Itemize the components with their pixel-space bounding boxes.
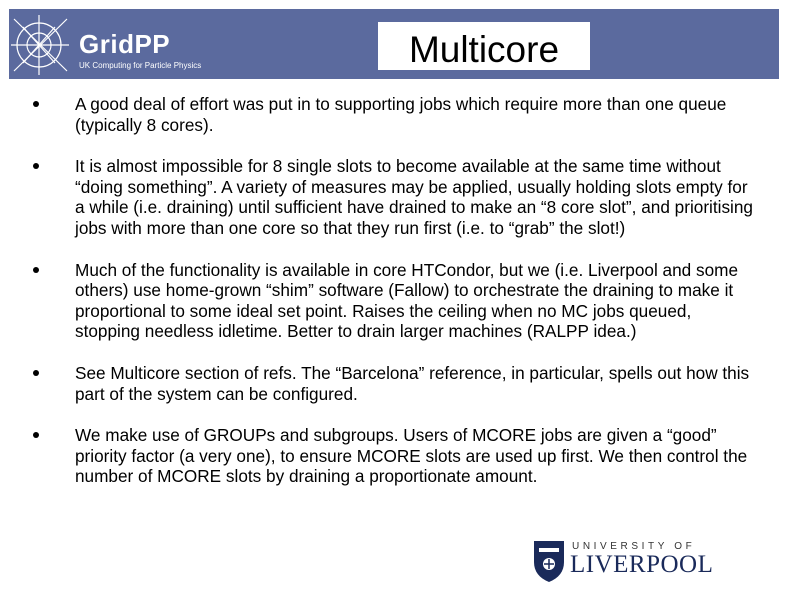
page-title: Multicore [408,29,560,70]
bullet-text: Much of the functionality is available in core HTCondor, but we (i.e. Liverpool and some others) use home-grown “shim” software (Fallow) to orchestrate the draining to make it proportional to some ideal set point. Raises the ceiling when no MC jobs queued, stopping needless idletime. Better to drain larger machines (RALPP idea.) [75,259,739,342]
bullet-item [30,363,760,404]
bullet-item [30,156,760,238]
university-of-label: UNIVERSITY OF [572,541,696,552]
bullet-text: A good deal of effort was put in to supporting jobs which require more than one queue (typically 8 cores). [75,94,727,135]
bullet-item [30,260,760,342]
bullet-dot-icon [33,101,39,107]
bullet-item [30,425,760,487]
bullet-dot-icon [33,370,39,376]
bullet-item [30,94,760,135]
bullet-list [30,94,760,508]
bullet-text: It is almost impossible for 8 single slots to become available at the same time without “doing something”. A variety of measures may be applied, usually holding slots empty for a while (i.e. draining) until sufficient have drained to make an “8 core slot”, and prioritising jobs with more than one core so that they run first (i.e. to “grab” the slot!) [75,156,753,238]
gridpp-logo-name: GridPP [79,29,171,59]
bullet-dot-icon [33,432,39,438]
bullet-dot-icon [33,267,39,273]
bullet-text: We make use of GROUPs and subgroups. Users of MCORE jobs are given a “good” priority factor (a very one), to ensure MCORE slots are used up first. We then control the number of MCORE slots by draining a proportionate amount. [75,425,748,487]
liverpool-label: LIVERPOOL [570,551,714,578]
gridpp-logo-tagline: UK Computing for Particle Physics [79,61,202,70]
bullet-text: See Multicore section of refs. The “Barcelona” reference, in particular, spells out how this part of the system can be configured. [75,362,750,404]
bullet-dot-icon [33,163,39,169]
